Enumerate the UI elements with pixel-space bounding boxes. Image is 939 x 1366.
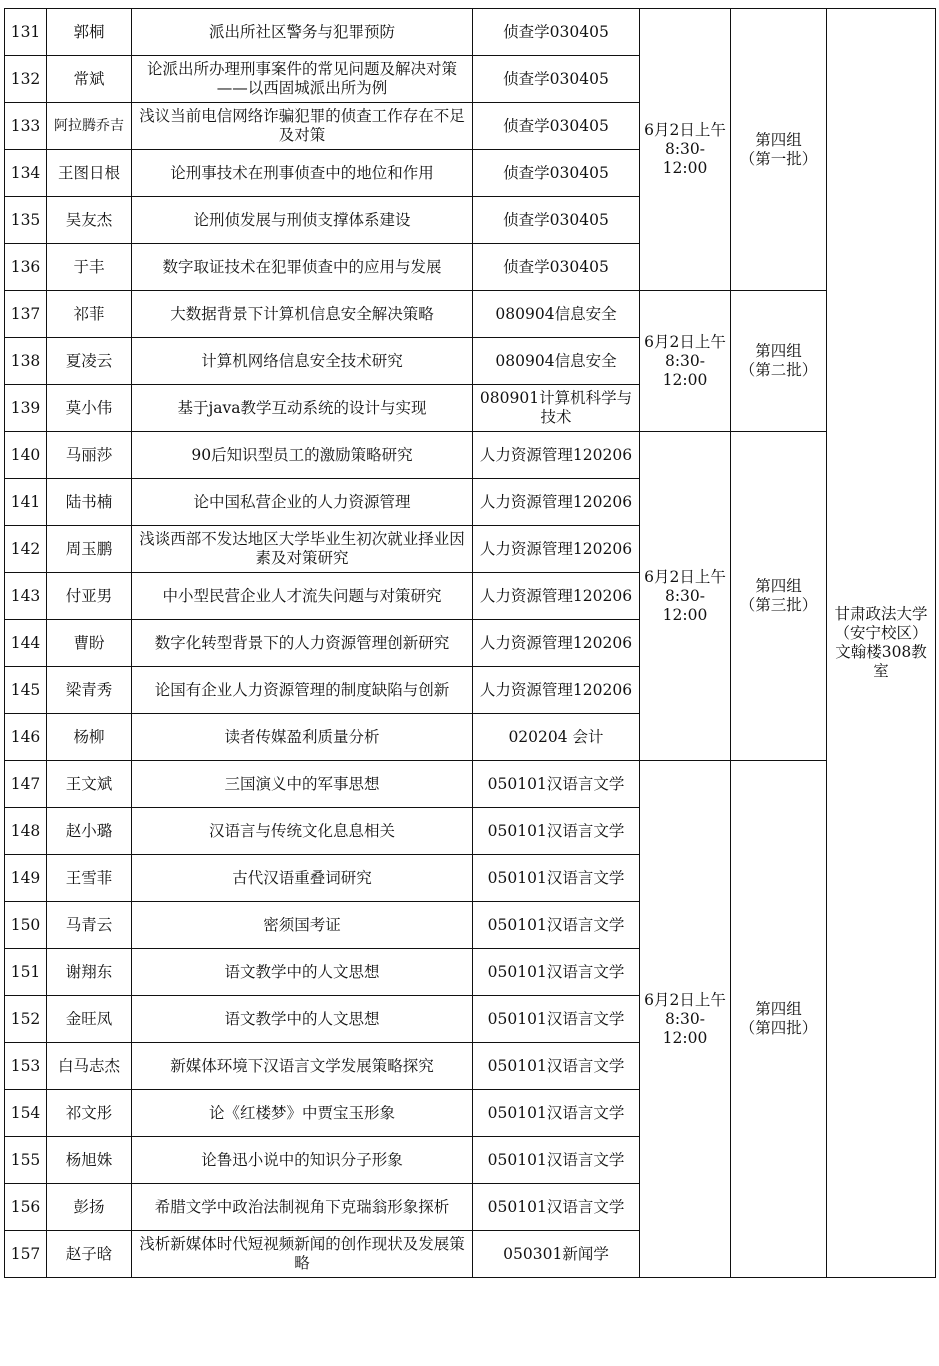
- thesis-title: 汉语言与传统文化息息相关: [132, 808, 473, 855]
- thesis-title: 浅谈西部不发达地区大学毕业生初次就业择业因素及对策研究: [132, 526, 473, 573]
- thesis-title: 新媒体环境下汉语言文学发展策略探究: [132, 1043, 473, 1090]
- thesis-title: 希腊文学中政治法制视角下克瑞翁形象探析: [132, 1184, 473, 1231]
- student-name: 郭桐: [47, 9, 132, 56]
- major: 侦查学030405: [473, 9, 640, 56]
- student-name: 王雪菲: [47, 855, 132, 902]
- group-name: 第四组: [755, 342, 802, 360]
- thesis-title: 密须国考证: [132, 902, 473, 949]
- thesis-title: 论刑事技术在刑事侦查中的地位和作用: [132, 150, 473, 197]
- major: 人力资源管理120206: [473, 667, 640, 714]
- defense-time: [640, 432, 731, 761]
- row-number: 133: [5, 103, 47, 150]
- table-row: [5, 432, 936, 479]
- thesis-title: 大数据背景下计算机信息安全解决策略: [132, 291, 473, 338]
- major: 080901计算机科学与技术: [473, 385, 640, 432]
- defense-group: [731, 291, 827, 432]
- major: 侦查学030405: [473, 103, 640, 150]
- group-batch: （第四批）: [739, 1019, 818, 1037]
- major: 050101汉语言文学: [473, 808, 640, 855]
- student-name: 杨旭姝: [47, 1137, 132, 1184]
- student-name: 王图日根: [47, 150, 132, 197]
- row-number: 132: [5, 56, 47, 103]
- major: 侦查学030405: [473, 150, 640, 197]
- student-name: 梁青秀: [47, 667, 132, 714]
- defense-group: [731, 432, 827, 761]
- row-number: 154: [5, 1090, 47, 1137]
- group-batch: （第二批）: [739, 361, 818, 379]
- major: 050301新闻学: [473, 1231, 640, 1278]
- row-number: 131: [5, 9, 47, 56]
- defense-time: [640, 761, 731, 1278]
- defense-time: [640, 291, 731, 432]
- student-name: 常斌: [47, 56, 132, 103]
- major: 020204 会计: [473, 714, 640, 761]
- row-number: 135: [5, 197, 47, 244]
- group-name: 第四组: [755, 1000, 802, 1018]
- defense-venue: [827, 9, 936, 1278]
- major: 050101汉语言文学: [473, 949, 640, 996]
- major: 050101汉语言文学: [473, 1090, 640, 1137]
- major: 050101汉语言文学: [473, 1137, 640, 1184]
- row-number: 151: [5, 949, 47, 996]
- row-number: 141: [5, 479, 47, 526]
- major: 人力资源管理120206: [473, 526, 640, 573]
- time-date: 6月2日上午: [644, 332, 726, 351]
- student-name: 祁菲: [47, 291, 132, 338]
- student-name: 赵子晗: [47, 1231, 132, 1278]
- student-name: 吴友杰: [47, 197, 132, 244]
- row-number: 157: [5, 1231, 47, 1278]
- group-name: 第四组: [755, 130, 802, 149]
- major: 人力资源管理120206: [473, 573, 640, 620]
- defense-group: [731, 761, 827, 1278]
- thesis-title: 语文教学中的人文思想: [132, 996, 473, 1043]
- student-name: 夏凌云: [47, 338, 132, 385]
- thesis-title: 数字化转型背景下的人力资源管理创新研究: [132, 620, 473, 667]
- row-number: 142: [5, 526, 47, 573]
- thesis-title: 浅析新媒体时代短视频新闻的创作现状及发展策略: [132, 1231, 473, 1278]
- student-name: 马丽莎: [47, 432, 132, 479]
- group-name: 第四组: [755, 577, 802, 595]
- venue-room: 文翰楼308教室: [835, 643, 927, 680]
- student-name: 曹盼: [47, 620, 132, 667]
- major: 人力资源管理120206: [473, 432, 640, 479]
- major: 侦查学030405: [473, 244, 640, 291]
- major: 人力资源管理120206: [473, 620, 640, 667]
- student-name: 陆书楠: [47, 479, 132, 526]
- defense-schedule-table: [4, 8, 936, 1278]
- row-number: 144: [5, 620, 47, 667]
- row-number: 139: [5, 385, 47, 432]
- major: 侦查学030405: [473, 56, 640, 103]
- student-name: 祁文彤: [47, 1090, 132, 1137]
- major: 侦查学030405: [473, 197, 640, 244]
- time-date: 6月2日上午: [644, 990, 726, 1009]
- thesis-title: 古代汉语重叠词研究: [132, 855, 473, 902]
- row-number: 150: [5, 902, 47, 949]
- schedule-body: [5, 9, 936, 1278]
- row-number: 148: [5, 808, 47, 855]
- row-number: 134: [5, 150, 47, 197]
- row-number: 143: [5, 573, 47, 620]
- time-range: 8:30-12:00: [662, 140, 708, 177]
- major: 050101汉语言文学: [473, 761, 640, 808]
- major: 050101汉语言文学: [473, 902, 640, 949]
- row-number: 137: [5, 291, 47, 338]
- row-number: 136: [5, 244, 47, 291]
- row-number: 140: [5, 432, 47, 479]
- student-name: 周玉鹏: [47, 526, 132, 573]
- thesis-title: 计算机网络信息安全技术研究: [132, 338, 473, 385]
- thesis-title: 论《红楼梦》中贾宝玉形象: [132, 1090, 473, 1137]
- student-name: 彭扬: [47, 1184, 132, 1231]
- thesis-title: 读者传媒盈利质量分析: [132, 714, 473, 761]
- major: 050101汉语言文学: [473, 855, 640, 902]
- student-name: 王文斌: [47, 761, 132, 808]
- major: 080904信息安全: [473, 291, 640, 338]
- row-number: 138: [5, 338, 47, 385]
- thesis-title: 数字取证技术在犯罪侦查中的应用与发展: [132, 244, 473, 291]
- major: 050101汉语言文学: [473, 1043, 640, 1090]
- thesis-title: 语文教学中的人文思想: [132, 949, 473, 996]
- student-name: 莫小伟: [47, 385, 132, 432]
- row-number: 149: [5, 855, 47, 902]
- time-date: 6月2日上午: [644, 567, 726, 586]
- group-batch: （第一批）: [739, 149, 818, 168]
- thesis-title: 中小型民营企业人才流失问题与对策研究: [132, 573, 473, 620]
- table-row: [5, 761, 936, 808]
- thesis-title: 论中国私营企业的人力资源管理: [132, 479, 473, 526]
- row-number: 147: [5, 761, 47, 808]
- thesis-title: 90后知识型员工的激励策略研究: [132, 432, 473, 479]
- student-name: 付亚男: [47, 573, 132, 620]
- time-range: 8:30-12:00: [662, 586, 708, 624]
- major: 080904信息安全: [473, 338, 640, 385]
- row-number: 146: [5, 714, 47, 761]
- thesis-title: 三国演义中的军事思想: [132, 761, 473, 808]
- major: 050101汉语言文学: [473, 1184, 640, 1231]
- student-name: 杨柳: [47, 714, 132, 761]
- table-row: [5, 291, 936, 338]
- student-name: 赵小璐: [47, 808, 132, 855]
- defense-time: [640, 9, 731, 291]
- group-batch: （第三批）: [739, 596, 818, 614]
- row-number: 145: [5, 667, 47, 714]
- table-row: [5, 9, 936, 56]
- student-name: 阿拉腾乔吉: [47, 103, 132, 150]
- thesis-title: 论国有企业人力资源管理的制度缺陷与创新: [132, 667, 473, 714]
- student-name: 于丰: [47, 244, 132, 291]
- thesis-title: 论鲁迅小说中的知识分子形象: [132, 1137, 473, 1184]
- row-number: 152: [5, 996, 47, 1043]
- thesis-title: 基于java教学互动系统的设计与实现: [132, 385, 473, 432]
- row-number: 155: [5, 1137, 47, 1184]
- student-name: 金旺凤: [47, 996, 132, 1043]
- thesis-title: 论刑侦发展与刑侦支撑体系建设: [132, 197, 473, 244]
- major: 人力资源管理120206: [473, 479, 640, 526]
- thesis-title: 浅议当前电信网络诈骗犯罪的侦查工作存在不足及对策: [132, 103, 473, 150]
- thesis-title: 派出所社区警务与犯罪预防: [132, 9, 473, 56]
- student-name: 谢翔东: [47, 949, 132, 996]
- thesis-title: 论派出所办理刑事案件的常见问题及解决对策——以西固城派出所为例: [132, 56, 473, 103]
- major: 050101汉语言文学: [473, 996, 640, 1043]
- venue-school: 甘肃政法大学: [834, 605, 928, 623]
- row-number: 156: [5, 1184, 47, 1231]
- student-name: 马青云: [47, 902, 132, 949]
- student-name: 白马志杰: [47, 1043, 132, 1090]
- time-range: 8:30-12:00: [662, 1009, 708, 1047]
- defense-group: [731, 9, 827, 291]
- row-number: 153: [5, 1043, 47, 1090]
- venue-campus: （安宁校区）: [834, 624, 928, 642]
- time-date: 6月2日上午: [644, 121, 726, 139]
- time-range: 8:30-12:00: [662, 351, 708, 389]
